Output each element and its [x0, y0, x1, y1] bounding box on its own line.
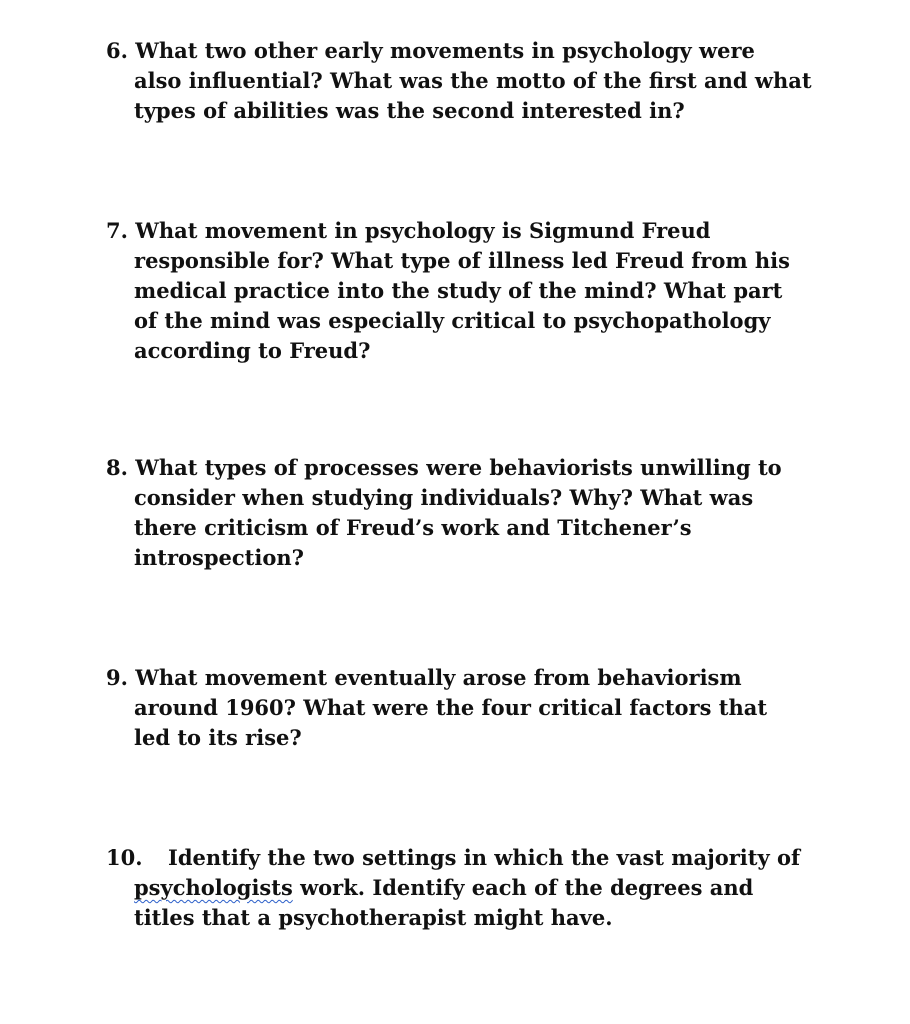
question-text-line: introspection?: [134, 545, 304, 570]
question-number: 9.: [106, 665, 128, 690]
spellcheck-underlined-word[interactable]: psychologists: [134, 875, 293, 900]
question-text-line: around 1960? What were the four critical factors that: [134, 695, 768, 720]
question-text-line: What two other early movements in psychology were: [135, 38, 755, 63]
question-number: 6.: [106, 38, 128, 63]
question-text-line: led to its rise?: [134, 725, 302, 750]
question-text-line: also influential? What was the motto of the first and what: [134, 68, 812, 93]
question-text-line: titles that a psychotherapist might have.: [134, 905, 613, 930]
question-text-line: there criticism of Freud’s work and Titchener’s: [134, 515, 692, 540]
question-number: 8.: [106, 455, 128, 480]
question-8: [106, 453, 806, 573]
question-text-line: medical practice into the study of the mind? What part: [134, 278, 783, 303]
question-text-line: responsible for? What type of illness led Freud from his: [134, 248, 790, 273]
question-text-line: Identify the two settings in which the vast majority of: [168, 845, 800, 870]
question-text-line: of the mind was especially critical to psychopathology: [134, 308, 771, 333]
question-text-line: work. Identify each of the degrees and: [292, 875, 754, 900]
question-number: 10.: [106, 845, 143, 870]
question-6: [106, 36, 812, 126]
question-text-line: types of abilities was the second interested in?: [134, 98, 685, 123]
question-text-line: What movement eventually arose from behaviorism: [135, 665, 742, 690]
question-9: [106, 663, 806, 753]
question-text-line: consider when studying individuals? Why? What was: [134, 485, 754, 510]
question-text-line: What types of processes were behaviorists unwilling to: [135, 455, 782, 480]
question-10: [106, 843, 806, 933]
question-number: 7.: [106, 218, 128, 243]
question-text-line: What movement in psychology is Sigmund Freud: [135, 218, 711, 243]
question-text-line: according to Freud?: [134, 338, 371, 363]
question-7: [106, 216, 806, 366]
